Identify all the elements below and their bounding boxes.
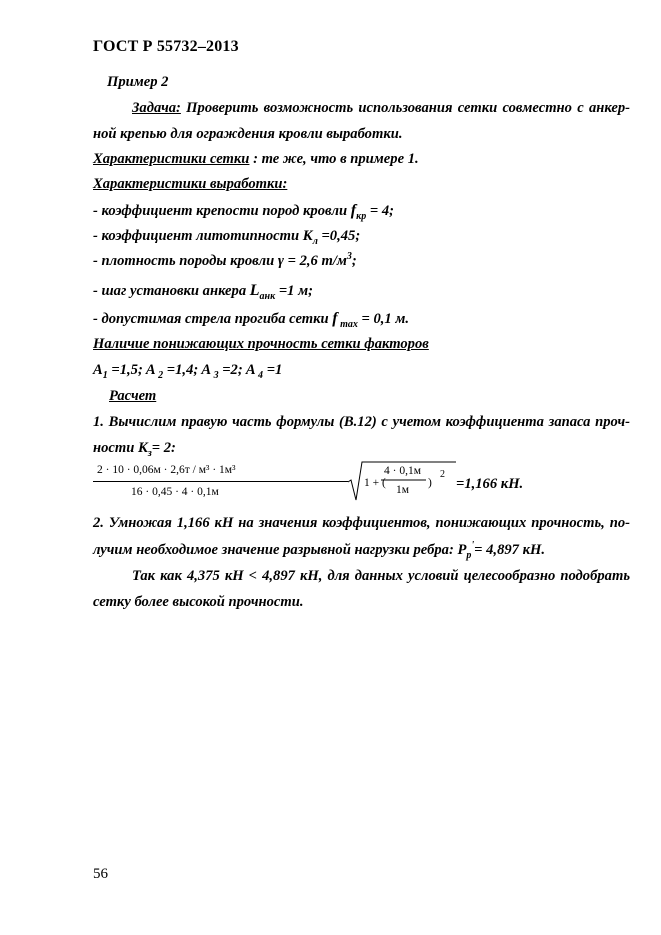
mesh-characteristics [93, 151, 419, 168]
page-number: 56 [93, 866, 108, 882]
task-label: Задача: [132, 100, 181, 116]
inner-numerator: 4 · 0,1м [384, 465, 421, 477]
inner-power: 2 [440, 469, 445, 480]
page-header: ГОСТ Р 55732–2013 [93, 38, 239, 55]
param-anchor-step: - шаг установки анкера $L_{анк} =1$ м; [93, 282, 313, 302]
formula-numerator: 2 · 10 · 0,06м · 2,6т / м³ · 1м³ [97, 464, 236, 476]
mesh-label: Характеристики сетки [93, 151, 250, 167]
task-line-1 [132, 100, 630, 117]
formula-denominator: 16 · 0,45 · 4 · 0,1м [131, 486, 219, 498]
formula-result: =1,166 кН. [456, 476, 524, 492]
inner-denominator: 1м [396, 484, 410, 496]
excavation-label: Характеристики выработки: [93, 176, 288, 192]
step2-line-2: лучим необходимое значение разрывной нагрузки ребра: $P_p'= 4,897$ кН. [93, 540, 546, 561]
inner-one: 1 + ( [364, 477, 386, 489]
task-line-2: ной крепью для ограждения кровли выработки. [93, 126, 403, 142]
step2-line-1: 2. Умножая 1,166 кН на значения коэффициентов, понижающих прочность, по- [93, 515, 630, 531]
inner-close: ) [428, 477, 432, 489]
example-title: Пример 2 [107, 74, 169, 90]
formula-fraction-bar [93, 481, 348, 482]
step1-line-2: ности $К_з= 2$: [93, 440, 176, 459]
factors-values: $A_1 =1,5$; A $_2$ =1,4; A $_3$ =2; A $_4$ =1 [93, 362, 283, 381]
task-text-1: Проверить возможность использования сетки совместно с анкер- [180, 100, 630, 116]
calc-label: Расчет [109, 388, 157, 404]
param-lithotype: - коэффициент литотипности $К_л =0,45$; [93, 228, 361, 247]
conclusion-line-2: сетку более высокой прочности. [93, 594, 304, 610]
param-deflection: - допустимая стрела прогиба сетки f $_{max}$ = 0,1 м. [93, 310, 410, 330]
param-strength: - коэффициент крепости пород кровли $f_{кр} = 4$; [93, 202, 394, 222]
square-root-sign [348, 460, 456, 502]
param-density: - плотность породы кровли γ = 2,6 $т/м^3$; [93, 251, 357, 269]
factors-label: Наличие понижающих прочность сетки факторов [93, 336, 429, 352]
step1-line-1: 1. Вычислим правую часть формулы (В.12) с учетом коэффициента запаса проч- [93, 414, 630, 430]
formula [93, 452, 524, 502]
conclusion-line-1: Так как 4,375 кН < 4,897 кН, для данных условий целесообразно подобрать [132, 568, 630, 584]
mesh-text: : те же, что в примере 1. [249, 151, 419, 167]
